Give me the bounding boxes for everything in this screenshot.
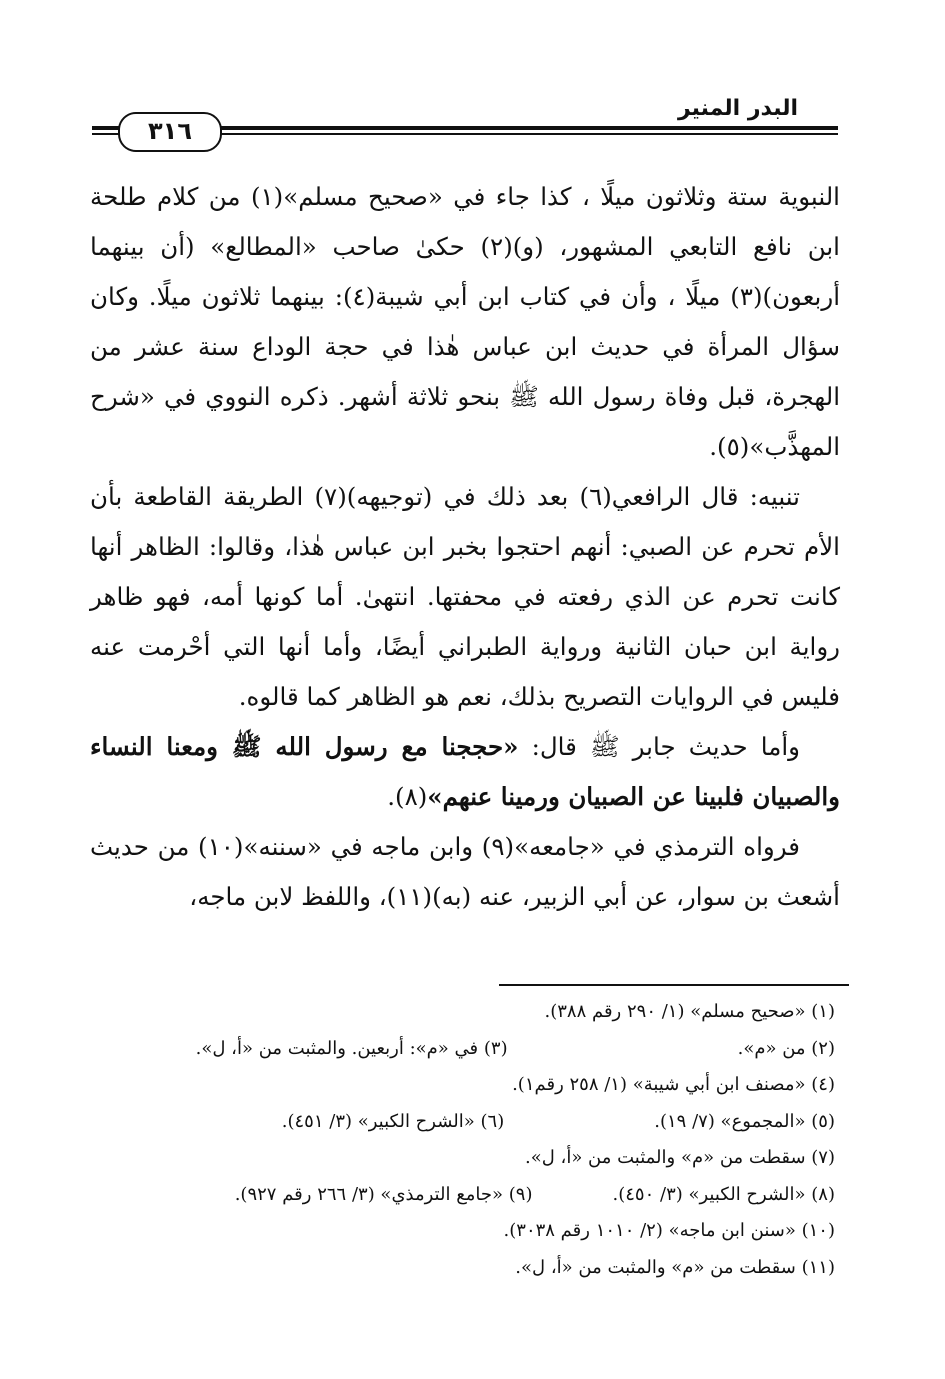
paragraph-4: فرواه الترمذي في «جامعه»(٩) وابن ماجه في «سننه»(١٠) من حديث أشعث بن سوار، عن أبي الزبير، عنه (به)(١١)، واللفظ لابن ماجه، <box>90 832 840 911</box>
footnote-separator <box>499 984 849 986</box>
footnote-row <box>90 1067 835 1104</box>
footnote-8: (٨) «الشرح الكبير» (٣/ ٤٥٠). <box>612 1183 835 1205</box>
paragraph-3-tail: (٨). <box>387 782 428 811</box>
footnote-row <box>90 1140 835 1177</box>
footnote-9: (٩) «جامع الترمذي» (٣/ ٢٦٦ رقم ٩٢٧). <box>234 1183 533 1205</box>
footnote-row <box>90 1104 835 1141</box>
paragraph-3-lead: وأما حديث جابر ﷺ قال: <box>518 732 800 761</box>
footnote-10: (١٠) «سنن ابن ماجه» (٢/ ١٠١٠ رقم ٣٠٣٨). <box>503 1220 835 1241</box>
footnote-2: (٢) من «م». <box>737 1037 835 1059</box>
main-text <box>90 172 840 922</box>
footnote-5: (٥) «المجموع» (٧/ ١٩). <box>654 1110 835 1132</box>
footnote-row <box>90 1031 835 1068</box>
footnote-11: (١١) سقطت من «م» والمثبت من «أ، ل». <box>515 1256 835 1278</box>
footnote-6: (٦) «الشرح الكبير» (٣/ ٤٥١). <box>281 1110 505 1132</box>
paragraph-1: النبوية ستة وثلاثون ميلًا ، كذا جاء في «صحيح مسلم»(١) من كلام طلحة ابن نافع التابعي المشهور، (و)(٢) حكىٰ صاحب «المطالع» (أن بينهما أربعون)(٣) ميلًا ، وأن في كتاب ابن أبي شيبة(٤): بينهما ثلاثون ميلًا. وكان سؤال المرأة في حديث ابن عباس هٰذا في حجة الوداع سنة عشر من الهجرة، قبل وفاة رسول الله ﷺ بنحو ثلاثة أشهر. ذكره النووي في «شرح المهذَّب»(٥). <box>90 182 840 461</box>
footnote-7: (٧) سقطت من «م» والمثبت من «أ، ل». <box>524 1147 835 1168</box>
footnote-row <box>90 1213 835 1250</box>
paragraph-3 <box>90 722 840 822</box>
footnote-row <box>90 1177 835 1214</box>
footnote-row <box>90 1250 835 1287</box>
running-title: البدر المنير <box>677 96 798 121</box>
footnote-3: (٣) في «م»: أربعين. والمثبت من «أ، ل». <box>195 1037 508 1059</box>
hadith-quote: «حججنا مع رسول الله ﷺ ومعنا النساء والصبيان فلبينا عن الصبيان ورمينا عنهم» <box>90 732 840 811</box>
page-number: ٣١٦ <box>118 112 222 152</box>
footnotes <box>90 994 835 1286</box>
footnote-1: (١) «صحيح مسلم» (١/ ٢٩٠ رقم ٣٨٨). <box>544 1001 835 1022</box>
paragraph-2: تنبيه: قال الرافعي(٦) بعد ذلك في (توجيهه)(٧) الطريقة القاطعة بأن الأم تحرم عن الصبي: أنهم احتجوا بخبر ابن عباس هٰذا، وقالوا: الظاهر أنها كانت تحرم عن الذي رفعته في محفتها. انتهىٰ. أما كونها أمه، فهو ظاهر رواية ابن حبان الثانية ورواية الطبراني أيضًا، وأما أنها التي أحْرمت عنه فليس في الروايات التصريح بذلك، نعم هو الظاهر كما قالوه. <box>90 482 840 711</box>
footnote-4: (٤) «مصنف ابن أبي شيبة» (١/ ٢٥٨ رقم١). <box>512 1074 835 1095</box>
page-header <box>92 92 838 152</box>
footnote-row <box>90 994 835 1031</box>
